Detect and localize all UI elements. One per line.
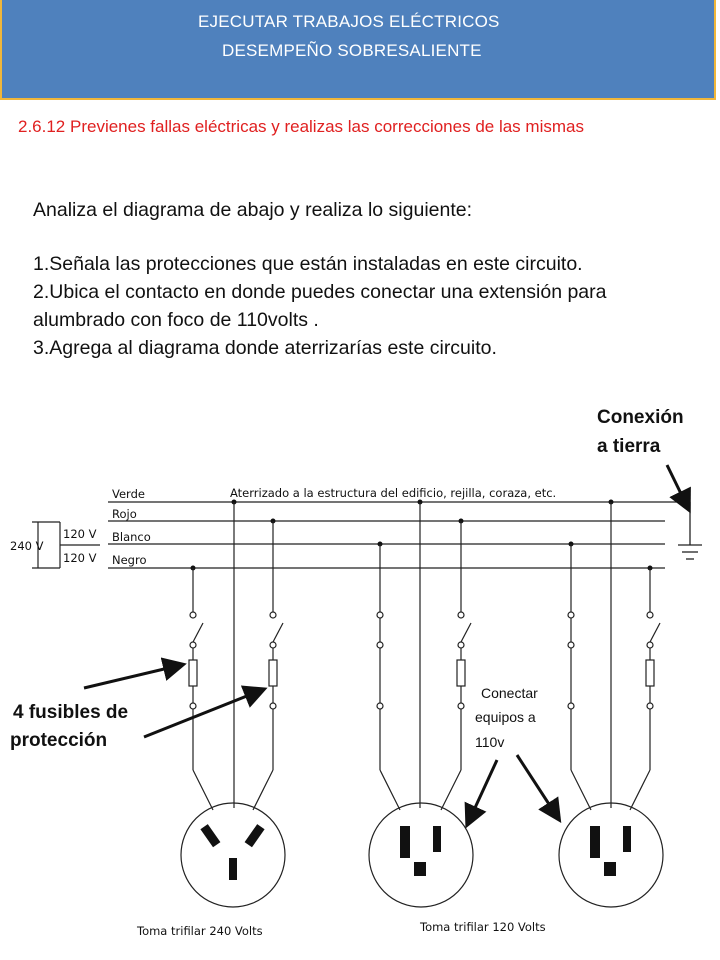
ground-note: Aterrizado a la estructura del edificio, rejilla, coraza, etc.: [230, 486, 557, 500]
ground-label-line-2: a tierra: [597, 436, 661, 457]
instruction-item-3: 3.Agrega al diagrama donde aterrizarías este circuito.: [33, 337, 497, 359]
fuses-label-line-1: 4 fusibles de: [13, 702, 129, 723]
caption-120v: Toma trifilar 120 Volts: [420, 920, 546, 934]
connect-label-line-1: Conectar: [481, 685, 538, 701]
branch-240v: [181, 502, 285, 907]
connect-label-line-2: equipos a: [475, 709, 536, 725]
label-blanco: Blanco: [112, 530, 151, 544]
label-verde: Verde: [112, 487, 145, 501]
fuse-4: [646, 660, 654, 686]
instruction-item-1: 1.Señala las protecciones que están instaladas en este circuito.: [33, 253, 583, 275]
voltage-upper: 120 V: [63, 527, 97, 541]
instructions-intro: Analiza el diagrama de abajo y realiza lo siguiente:: [33, 199, 473, 221]
title-line-1: EJECUTAR TRABAJOS ELÉCTRICOS: [198, 12, 500, 31]
label-negro: Negro: [112, 553, 147, 567]
ground-symbol: [678, 502, 702, 559]
caption-240v: Toma trifilar 240 Volts: [137, 924, 263, 938]
fuse-3: [457, 660, 465, 686]
outlet-240v: [181, 803, 285, 907]
connect-label-line-3: 110v: [475, 734, 505, 750]
outlet-120v-a: [369, 803, 473, 907]
branch-120v-b: [559, 502, 663, 907]
instruction-item-2: 2.Ubica el contacto en donde puedes conectar una extensión para alumbrado con foco de 110volts .: [33, 281, 607, 331]
fuse-1: [189, 660, 197, 686]
fuse-arrow-2: [144, 690, 262, 737]
subtitle: 2.6.12 Previenes fallas eléctricas y realizas las correcciones de las mismas: [18, 117, 584, 136]
fuses-label-line-2: protección: [10, 730, 108, 751]
title-line-2: DESEMPEÑO SOBRESALIENTE: [222, 41, 482, 60]
outlet-120v-b: [559, 803, 663, 907]
ground-label-line-1: Conexión: [597, 407, 684, 428]
branch-120v-a: [369, 502, 473, 907]
fuse-2: [269, 660, 277, 686]
voltage-total: 240 V: [10, 539, 44, 553]
connect-arrow-1: [468, 760, 497, 823]
voltage-lower: 120 V: [63, 551, 97, 565]
connect-arrow-2: [517, 755, 558, 818]
fuse-arrow-1: [84, 665, 181, 688]
label-rojo: Rojo: [112, 507, 137, 521]
